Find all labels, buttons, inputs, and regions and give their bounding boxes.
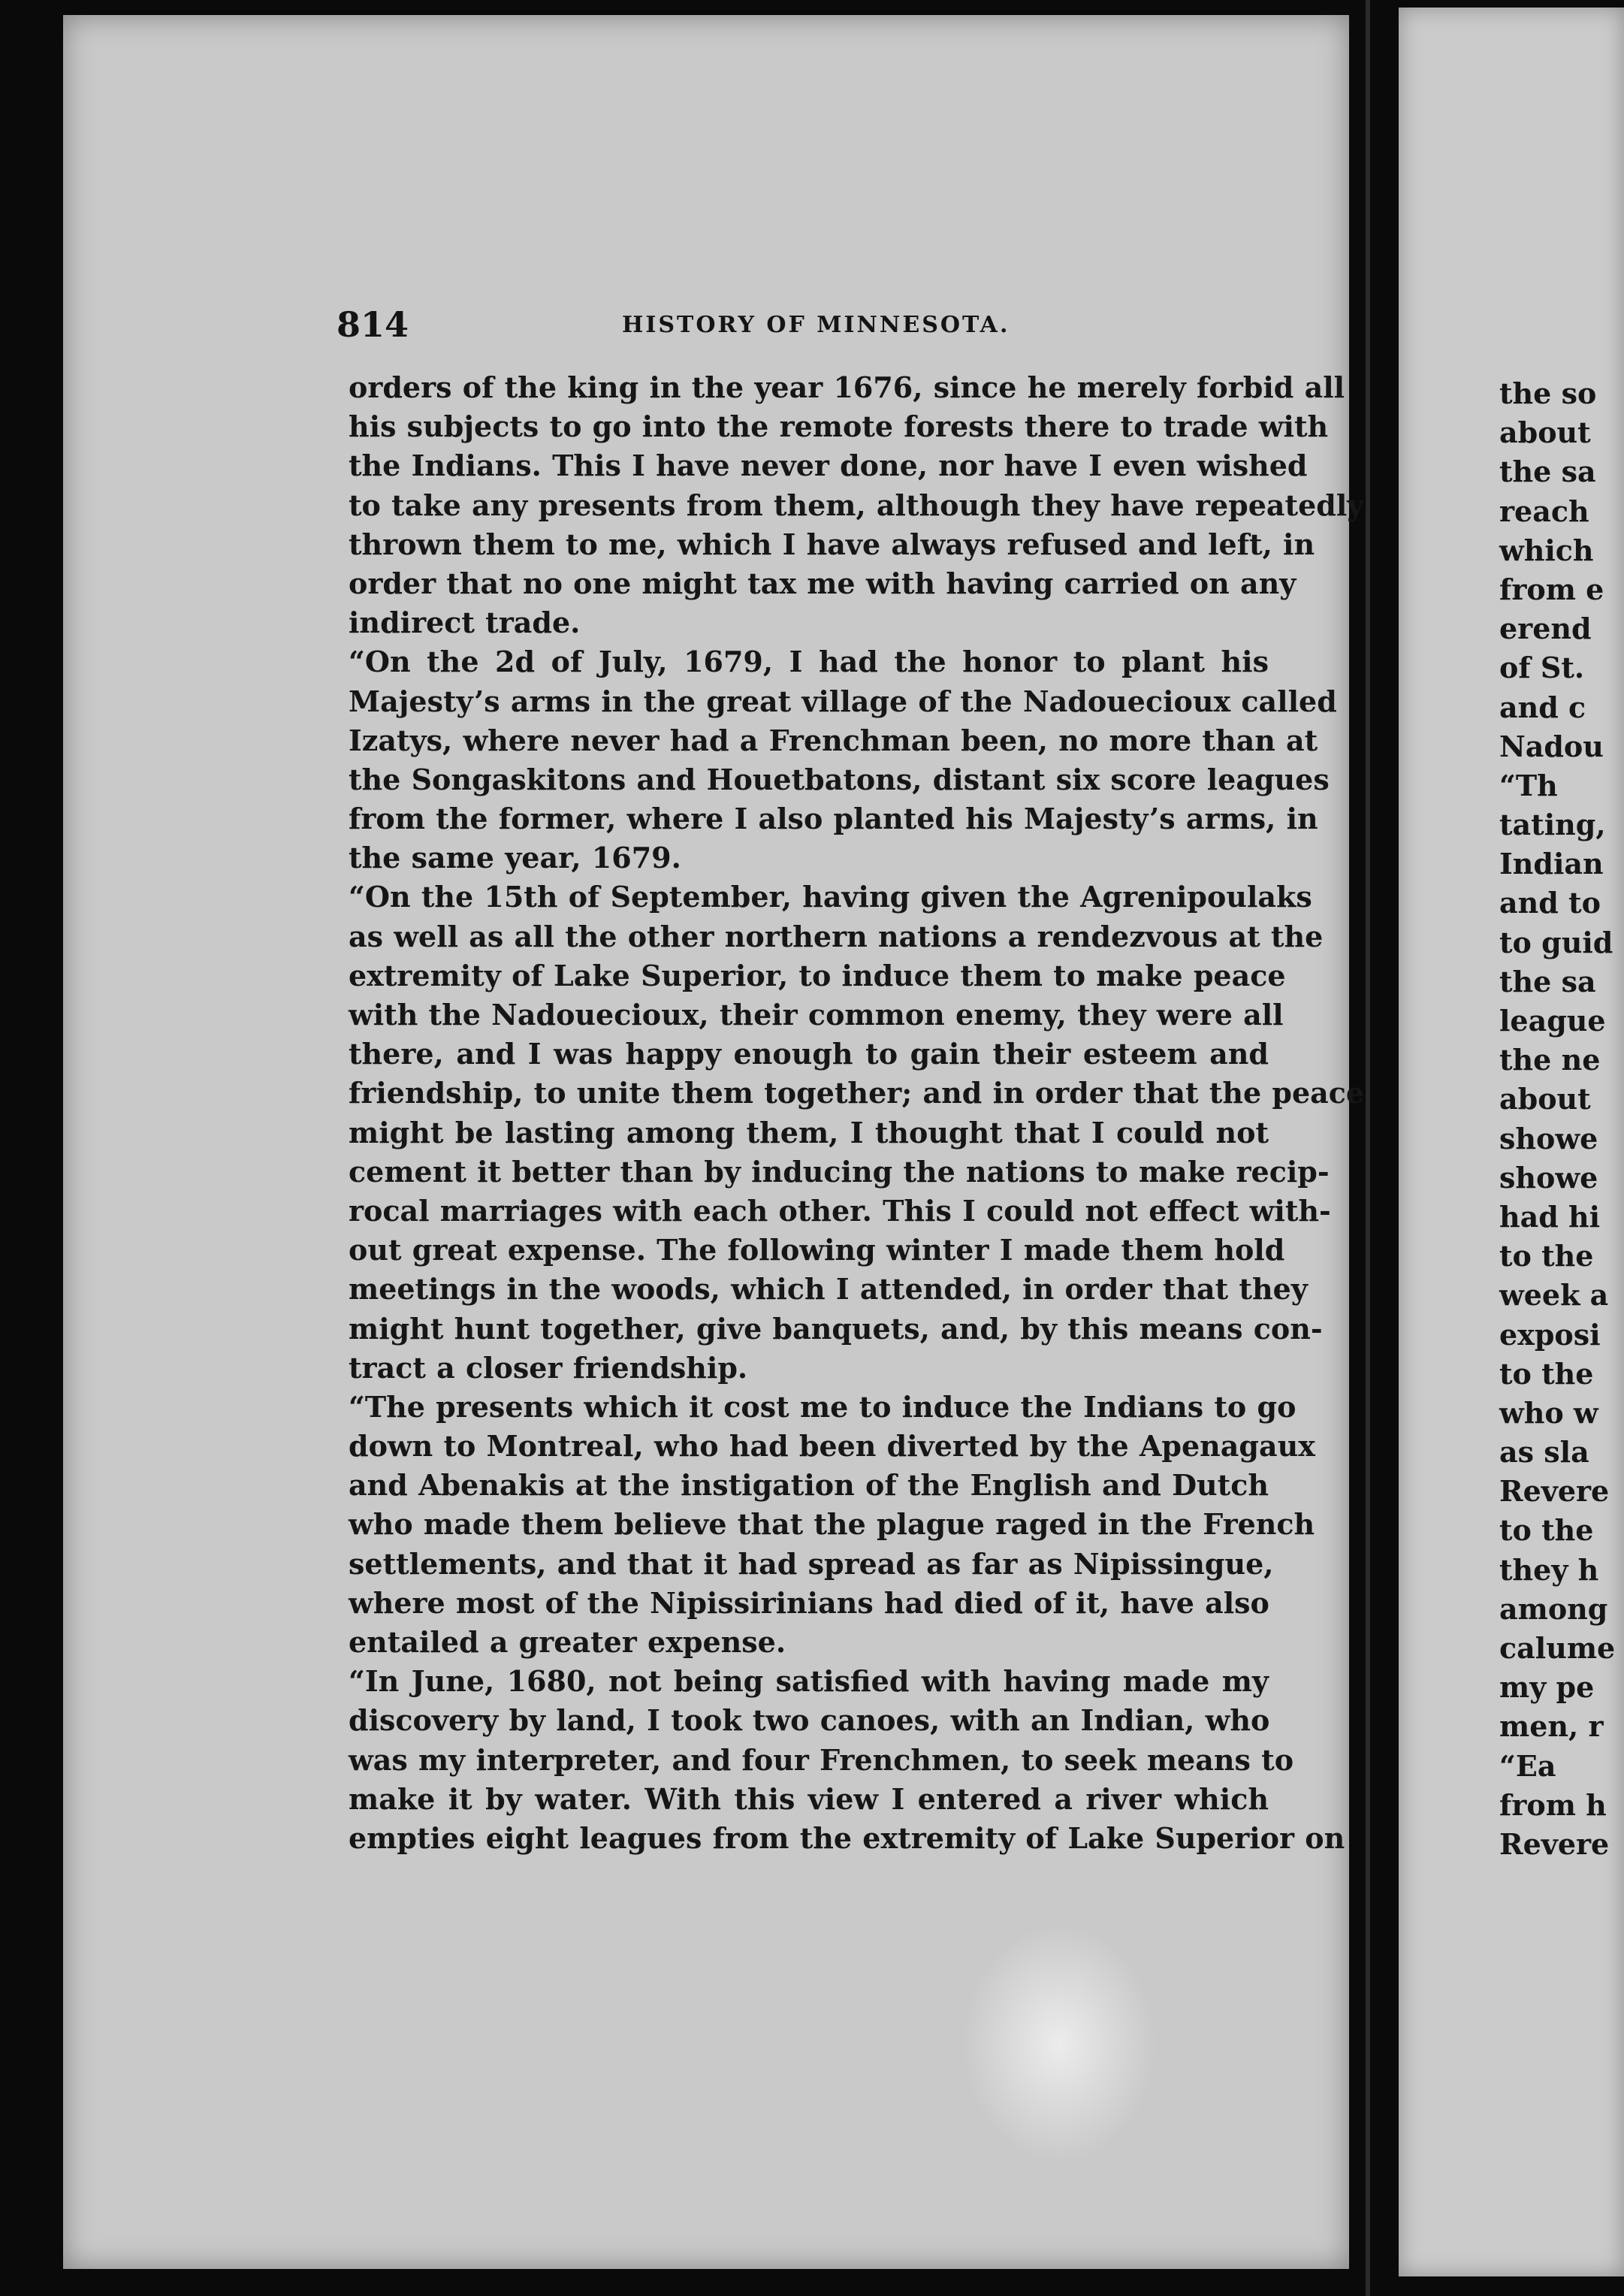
text-line: “The presents which it cost me to induce the Indians to go <box>349 1389 1296 1424</box>
text-line: make it by water. With this view I entered a river which <box>349 1781 1269 1816</box>
facing-text-line: as sla <box>1499 1435 1589 1470</box>
text-line: cement it better than by inducing the nations to make recip- <box>349 1154 1330 1189</box>
facing-text-line: erend <box>1499 612 1592 646</box>
facing-text-line: Nadou <box>1499 729 1604 763</box>
text-line: out great expense. The following winter I made them hold <box>349 1233 1285 1267</box>
facing-text-line: who w <box>1499 1395 1598 1430</box>
facing-text-line: the so <box>1499 376 1597 410</box>
page-number: 814 <box>337 304 409 345</box>
facing-text-line: showe <box>1499 1121 1598 1156</box>
facing-text-line: the ne <box>1499 1043 1601 1077</box>
facing-text-line: Indian <box>1499 847 1604 881</box>
text-line: as well as all the other northern nations a rendezvous at the <box>349 919 1324 953</box>
text-line: meetings in the woods, which I attended, in order that they <box>349 1272 1308 1307</box>
page-gutter <box>1366 0 1370 2296</box>
facing-page-text <box>1499 374 1615 1864</box>
text-line: who made them believe that the plague raged in the French <box>349 1507 1315 1542</box>
facing-page <box>1399 8 1624 2276</box>
paper-stain <box>961 1923 1157 2164</box>
text-line: might hunt together, give banquets, and, by this means con- <box>349 1311 1323 1346</box>
facing-text-line: “Ea <box>1499 1748 1556 1783</box>
facing-text-line: men, r <box>1499 1709 1604 1744</box>
body-text <box>349 368 1365 1858</box>
text-line: indirect trade. <box>349 606 581 640</box>
facing-text-line: “Th <box>1499 768 1558 802</box>
facing-text-line: exposi <box>1499 1317 1601 1352</box>
facing-text-line: league <box>1499 1004 1606 1038</box>
facing-text-line: reach <box>1499 494 1589 528</box>
text-line: extremity of Lake Superior, to induce them to make peace <box>349 958 1286 992</box>
facing-text-line: the sa <box>1499 964 1596 998</box>
facing-text-line: to guid <box>1499 925 1613 959</box>
text-line: there, and I was happy enough to gain their esteem and <box>349 1037 1269 1071</box>
facing-text-line: showe <box>1499 1160 1598 1195</box>
facing-text-line: from e <box>1499 572 1604 606</box>
text-line: from the former, where I also planted his Majesty’s arms, in <box>349 802 1318 836</box>
running-title: HISTORY OF MINNESOTA. <box>622 312 1010 338</box>
facing-text-line: calume <box>1499 1631 1616 1665</box>
text-line: his subjects to go into the remote forests there to trade with <box>349 409 1329 444</box>
text-line: to take any presents from them, although they have repeatedly <box>349 488 1364 522</box>
facing-text-line: Revere <box>1499 1826 1610 1861</box>
text-line: where most of the Nipissirinians had died of it, have also <box>349 1585 1269 1620</box>
page-header <box>337 304 1313 349</box>
text-line: the Indians. This I have never done, nor have I even wished <box>349 449 1308 483</box>
text-line: the same year, 1679. <box>349 841 681 875</box>
facing-text-line: among <box>1499 1591 1608 1626</box>
text-line: thrown them to me, which I have always refused and left, in <box>349 527 1315 561</box>
facing-text-line: to the <box>1499 1513 1594 1548</box>
text-line: “In June, 1680, not being satisfied with having made my <box>349 1664 1269 1699</box>
text-line: the Songaskitons and Houetbatons, distant six score leagues <box>349 762 1330 796</box>
text-line: friendship, to unite them together; and in order that the peace <box>349 1076 1365 1110</box>
facing-text-line: tating, <box>1499 808 1606 842</box>
facing-text-line: to the <box>1499 1239 1594 1273</box>
text-line: orders of the king in the year 1676, since he merely forbid all <box>349 370 1345 404</box>
text-line: Majesty’s arms in the great village of the Nadouecioux called <box>349 684 1337 718</box>
facing-text-line: which <box>1499 533 1594 567</box>
facing-text-line: from h <box>1499 1787 1607 1822</box>
text-line: order that no one might tax me with having carried on any <box>349 566 1296 600</box>
facing-text-line: of St. <box>1499 651 1585 685</box>
facing-text-line: my pe <box>1499 1670 1595 1705</box>
text-line: “On the 2d of July, 1679, I had the honor to plant his <box>349 645 1269 679</box>
facing-text-line: they h <box>1499 1552 1599 1587</box>
text-line: discovery by land, I took two canoes, with an Indian, who <box>349 1703 1270 1738</box>
facing-text-line: had hi <box>1499 1199 1601 1234</box>
text-line: tract a closer friendship. <box>349 1350 748 1385</box>
text-line: “On the 15th of September, having given the Agrenipoulaks <box>349 880 1312 914</box>
facing-text-line: to the <box>1499 1356 1594 1391</box>
facing-text-line: about <box>1499 1082 1591 1116</box>
facing-text-line: and c <box>1499 690 1586 724</box>
text-line: empties eight leagues from the extremity of Lake Superior on <box>349 1820 1345 1855</box>
text-line: might be lasting among them, I thought that I could not <box>349 1115 1269 1150</box>
text-line: rocal marriages with each other. This I could not effect with- <box>349 1193 1331 1228</box>
text-line: entailed a greater expense. <box>349 1625 786 1659</box>
text-line: with the Nadouecioux, their common enemy, they were all <box>349 998 1284 1032</box>
facing-text-line: week a <box>1499 1278 1609 1313</box>
facing-text-line: the sa <box>1499 455 1596 489</box>
text-line: was my interpreter, and four Frenchmen, to seek means to <box>349 1742 1294 1777</box>
facing-text-line: Revere <box>1499 1474 1610 1509</box>
text-line: down to Montreal, who had been diverted by the Apenagaux <box>349 1429 1315 1464</box>
facing-text-line: about <box>1499 415 1591 450</box>
text-line: Izatys, where never had a Frenchman been, no more than at <box>349 723 1318 757</box>
text-line: settlements, and that it had spread as far as Nipissingue, <box>349 1546 1274 1581</box>
text-line: and Abenakis at the instigation of the English and Dutch <box>349 1468 1269 1503</box>
facing-text-line: and to <box>1499 886 1601 920</box>
